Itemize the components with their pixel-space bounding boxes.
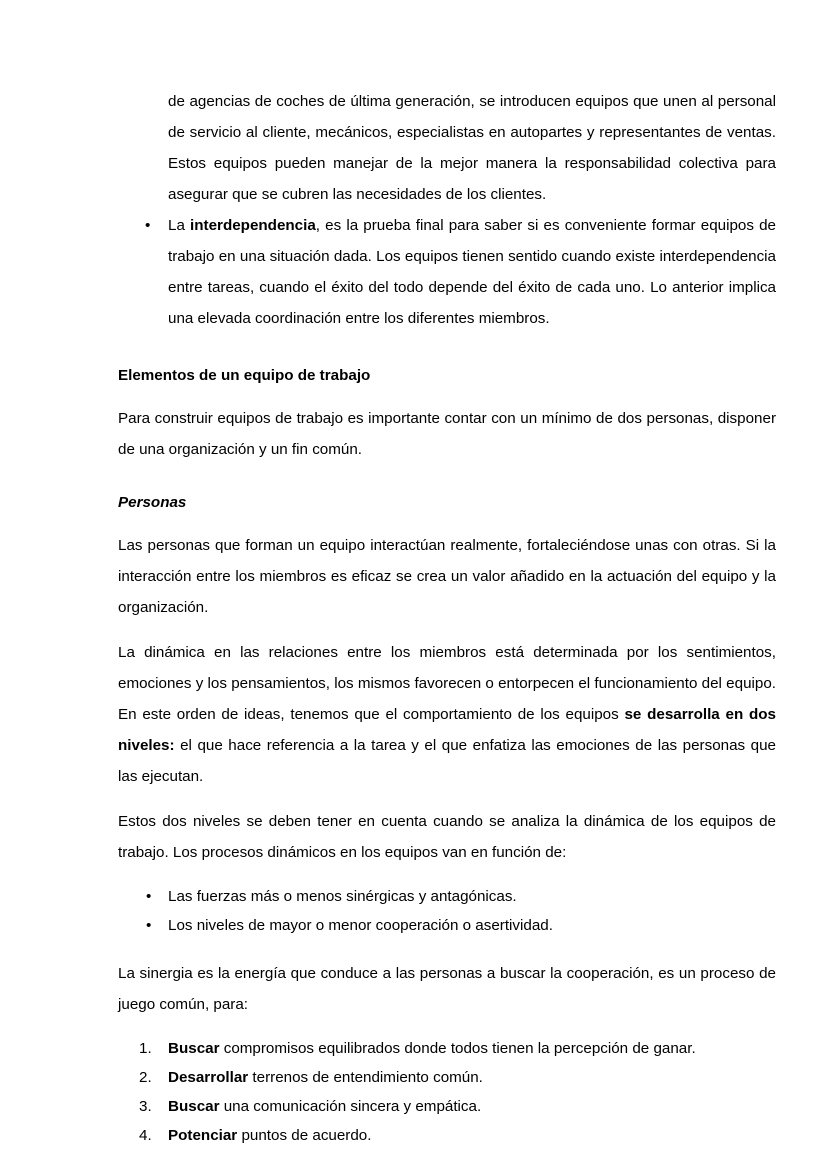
bullet-bold-term: interdependencia [190, 217, 316, 234]
item-bold: Potenciar [168, 1127, 238, 1144]
paragraph-construir: Para construir equipos de trabajo es importante contar con un mínimo de dos personas, disponer de una organización y un fin común. [118, 410, 776, 458]
list-item [118, 210, 776, 334]
item-text: terrenos de entendimiento común. [248, 1069, 483, 1086]
list-item [118, 1034, 776, 1063]
list-item: • Los niveles de mayor o menor cooperación o asertividad. [118, 911, 776, 940]
paragraph-niveles: Estos dos niveles se deben tener en cuenta cuando se analiza la dinámica de los equipos de trabajo. Los procesos dinámicos en los equipos van en función de: [118, 813, 776, 861]
item-bold: Desarrollar [168, 1069, 249, 1086]
subsection-heading-personas: Personas [118, 494, 187, 511]
list-item [118, 1063, 776, 1092]
item-bold: Buscar [168, 1098, 220, 1115]
bullet-list-interdependencia [118, 210, 776, 334]
paragraph-sinergia: La sinergia es la energía que conduce a las personas a buscar la cooperación, es un proceso de juego común, para: [118, 965, 776, 1013]
paragraph-dinamica [118, 637, 776, 792]
item-text: puntos de acuerdo. [237, 1127, 372, 1144]
item-text: una comunicación sincera y empática. [219, 1098, 482, 1115]
bullet-list-procesos [118, 882, 776, 940]
list-item [118, 1121, 776, 1150]
item-text: compromisos equilibrados donde todos tienen la percepción de ganar. [219, 1040, 696, 1057]
section-heading-elementos: Elementos de un equipo de trabajo [118, 367, 371, 384]
dinamica-bold: se desarrolla en dos niveles: [118, 706, 776, 754]
item-bold: Buscar [168, 1040, 220, 1057]
bullet-rest-text: , es la prueba final para saber si es conveniente formar equipos de trabajo en una situación dada. Los equipos tienen sentido cuando existe interdependencia entre tareas, cuando el éxito del todo depende del éxito de cada uno. Lo anterior implica una elevada coordinación entre los diferentes miembros. [168, 217, 776, 327]
paragraph-personas: Las personas que forman un equipo interactúan realmente, fortaleciéndose unas con otras. Si la interacción entre los miembros es eficaz se crea un valor añadido en la actuación del equipo y la organización. [118, 537, 776, 616]
dinamica-part1: La dinámica en las relaciones entre los miembros está determinada por los sentimientos, emociones y los pensamientos, los mismos favorecen o entorpecen el funcionamiento del equipo. En este orden de ideas, tenemos que el comportamiento de los equipos [118, 644, 776, 723]
paragraph-continuation: de agencias de coches de última generación, se introducen equipos que unen al personal de servicio al cliente, mecánicos, especialistas en autopartes y representantes de ventas. Estos equipos pueden manejar de la mejor manera la responsabilidad colectiva para asegurar que se cubren las necesidades de los clientes. [168, 93, 776, 203]
list-item [118, 1092, 776, 1121]
list-item: • Las fuerzas más o menos sinérgicas y antagónicas. [118, 882, 776, 911]
bullet-lead-text: La [168, 217, 191, 234]
numbered-list-sinergia [118, 1034, 776, 1150]
dinamica-part2: el que hace referencia a la tarea y el que enfatiza las emociones de las personas que las ejecutan. [118, 737, 776, 785]
